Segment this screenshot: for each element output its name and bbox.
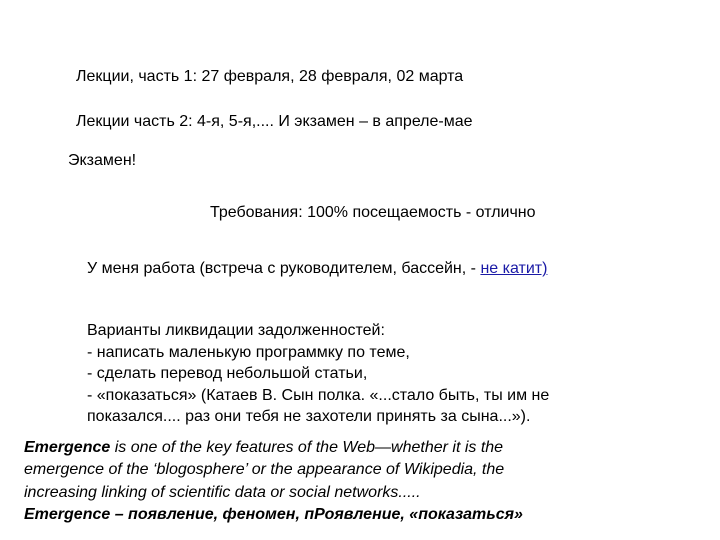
emergence-line-3: increasing linking of scientific data or social networks..... [24, 483, 421, 501]
lectures-part2: Лекции часть 2: 4-я, 5-я,.... И экзамен – в апреле-мае [76, 113, 473, 130]
requirements-line: Требования: 100% посещаемость - отлично [210, 204, 536, 221]
list-item: показался.... раз они тебя не захотели принять за сына...»). [87, 408, 531, 425]
debt-options-list [87, 320, 549, 428]
emergence-translation: Emergence – появление, феномен, пРоявление, «показаться» [24, 505, 523, 523]
emergence-term: Emergence [24, 439, 111, 456]
list-item: - написать маленькую программку по теме, [87, 343, 410, 361]
list-item: - «показаться» (Катаев В. Сын полка. «...стало быть, ты им не [87, 386, 550, 404]
emergence-line-1 [24, 437, 523, 459]
lectures-part1: Лекции, часть 1: 27 февраля, 28 февраля, 02 марта [76, 68, 464, 85]
emergence-quote [24, 437, 523, 526]
emergence-line-2: emergence of the ‘blogosphere’ or the appearance of Wikipedia, the [24, 461, 505, 479]
work-excuse-text: У меня работа (встреча с руководителем, бассейн, - [87, 260, 481, 277]
emergence-line-1-text: is one of the key features of the Web—whether it is the [110, 439, 504, 456]
work-excuse-line [87, 258, 547, 279]
list-item: - сделать перевод небольшой статьи, [87, 365, 368, 382]
exam-heading: Экзамен! [68, 152, 137, 169]
not-valid-link[interactable]: не катит) [480, 260, 548, 277]
debt-options-heading: Варианты ликвидации задолженностей: [87, 322, 385, 339]
